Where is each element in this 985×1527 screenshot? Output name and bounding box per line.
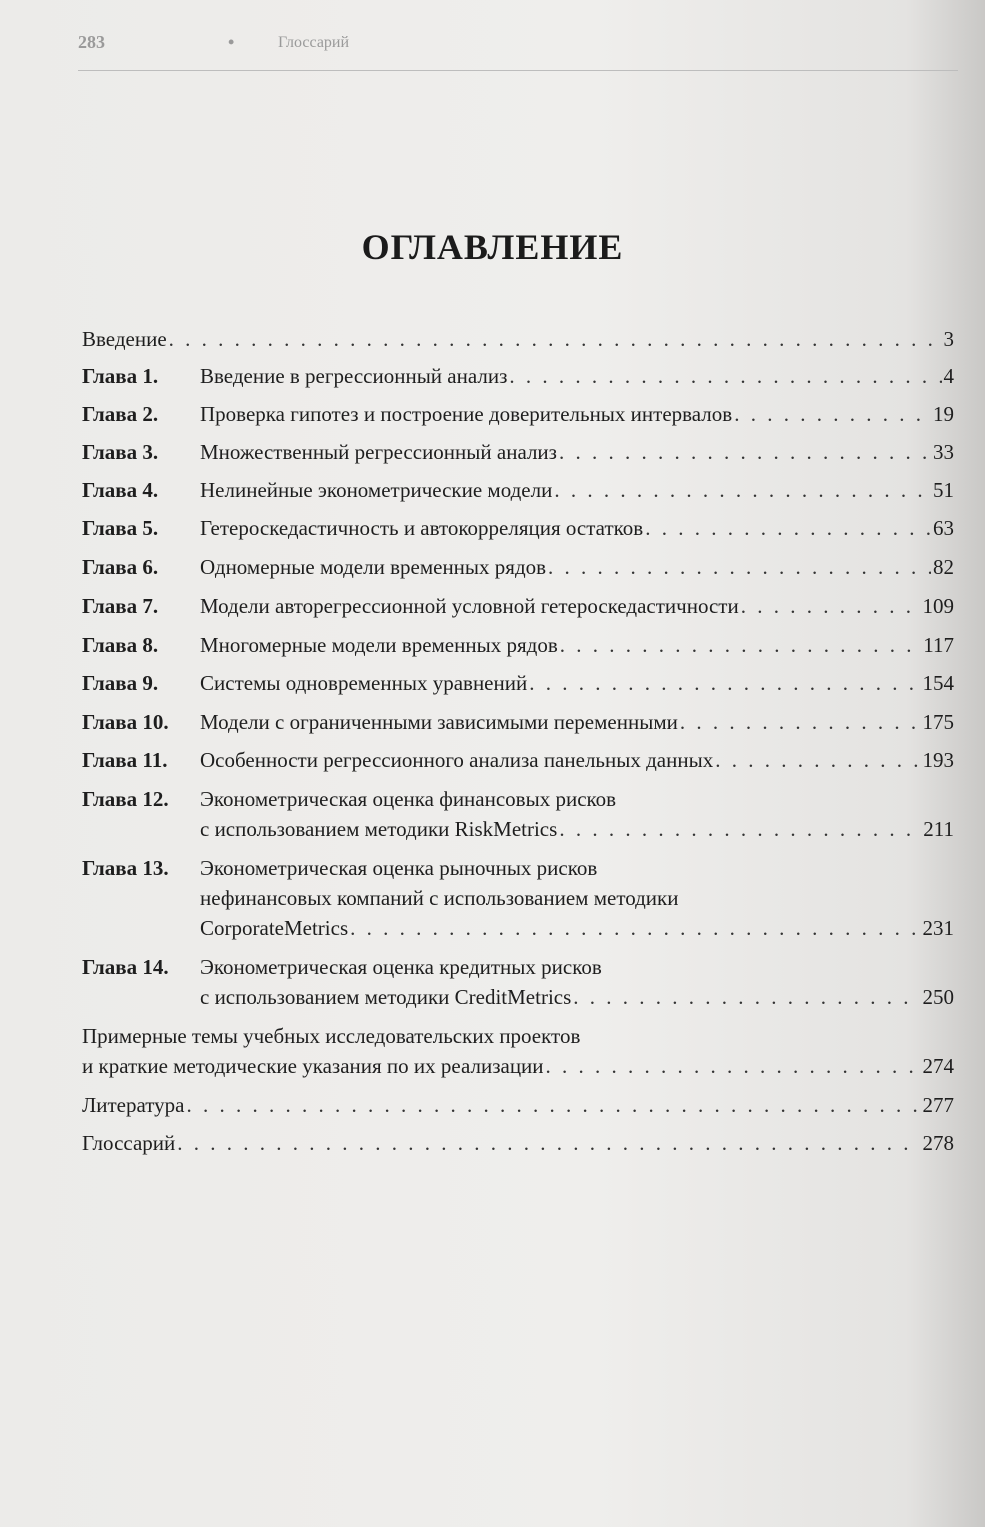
toc-dot-leader xyxy=(548,552,931,582)
toc-entry[interactable] xyxy=(82,361,954,391)
toc-title-line: Введение xyxy=(82,327,167,351)
toc-title-line: Гетероскедастичность и автокорреляция остатков xyxy=(200,516,644,540)
toc-dot-leader xyxy=(560,630,922,660)
running-head-label: Глоссарий xyxy=(278,34,350,51)
toc-page-number: 4 xyxy=(943,364,954,388)
toc-chapter-number: Глава 8. xyxy=(82,633,159,657)
toc-entry[interactable] xyxy=(82,1021,954,1081)
toc-title-line: Примерные темы учебных исследовательских проектов xyxy=(82,1024,581,1048)
toc-entry[interactable] xyxy=(82,745,954,775)
toc-title-line: Глоссарий xyxy=(82,1131,176,1155)
toc-title-line: CorporateMetrics xyxy=(200,916,349,940)
running-head xyxy=(78,30,958,58)
toc-page-number: 109 xyxy=(922,594,954,618)
toc-dot-leader xyxy=(559,437,931,467)
toc-title-line: Модели с ограниченными зависимыми переменными xyxy=(200,710,678,734)
toc-page-number: 193 xyxy=(922,748,954,772)
toc-title-line: с использованием методики RiskMetrics xyxy=(200,817,558,841)
toc-chapter-number: Глава 9. xyxy=(82,671,159,695)
toc-chapter-number: Глава 12. xyxy=(82,787,169,811)
toc-title-line: Модели авторегрессионной условной гетероскедастичности xyxy=(200,594,739,618)
toc-page-number: 278 xyxy=(922,1131,954,1155)
toc-page-number: 231 xyxy=(922,916,954,940)
toc-entry[interactable] xyxy=(82,324,954,354)
toc-dot-leader xyxy=(715,745,920,775)
toc-dot-leader xyxy=(529,668,920,698)
toc-chapter-number: Глава 10. xyxy=(82,710,169,734)
toc-entry[interactable] xyxy=(82,630,954,660)
toc-dot-leader xyxy=(350,913,920,943)
toc-title-line: Нелинейные эконометрические модели xyxy=(200,478,553,502)
toc-entry[interactable] xyxy=(82,1090,954,1120)
toc-chapter-number: Глава 13. xyxy=(82,856,169,880)
toc-entry[interactable] xyxy=(82,707,954,737)
toc-title-line: Одномерные модели временных рядов xyxy=(200,555,547,579)
toc-chapter-number: Глава 14. xyxy=(82,955,169,979)
page-title: ОГЛАВЛЕНИЕ xyxy=(361,227,624,267)
toc-dot-leader xyxy=(559,814,921,844)
toc-dot-leader xyxy=(546,1051,921,1081)
toc-title-line: нефинансовых компаний с использованием методики xyxy=(200,886,679,910)
toc-dot-leader xyxy=(186,1090,920,1120)
toc-chapter-number: Глава 1. xyxy=(82,364,159,388)
toc-chapter-number: Глава 2. xyxy=(82,402,159,426)
running-page-number: 283 xyxy=(78,32,105,52)
toc-dot-leader xyxy=(554,475,931,505)
toc-entry[interactable] xyxy=(82,853,954,943)
toc-entry[interactable] xyxy=(82,513,954,543)
toc-title-line: Множественный регрессионный анализ xyxy=(200,440,557,464)
toc-entry[interactable] xyxy=(82,1128,954,1158)
toc-dot-leader xyxy=(680,707,921,737)
toc-page-number: 117 xyxy=(923,633,954,657)
running-head-rule xyxy=(78,70,958,71)
toc-entry[interactable] xyxy=(82,668,954,698)
toc-chapter-number: Глава 11. xyxy=(82,748,168,772)
toc-page-number: 33 xyxy=(933,440,954,464)
toc-title-line: Литература xyxy=(82,1093,185,1117)
toc-dot-leader xyxy=(741,591,921,621)
toc-page-number: 19 xyxy=(933,402,954,426)
toc-page-number: 175 xyxy=(922,710,954,734)
toc-title-line: Эконометрическая оценка рыночных рисков xyxy=(200,856,598,880)
toc-entry[interactable] xyxy=(82,591,954,621)
toc-entry[interactable] xyxy=(82,952,954,1012)
toc-page-number: 211 xyxy=(923,817,954,841)
toc-title-line: и краткие методические указания по их реализации xyxy=(82,1054,544,1078)
running-head-bullet: • xyxy=(228,32,235,52)
toc-entry[interactable] xyxy=(82,475,954,505)
toc-chapter-number: Глава 4. xyxy=(82,478,159,502)
toc-page-number: 63 xyxy=(933,516,954,540)
table-of-contents xyxy=(82,316,954,1158)
toc-dot-leader xyxy=(645,513,931,543)
toc-page-number: 277 xyxy=(922,1093,954,1117)
toc-dot-leader xyxy=(169,324,942,354)
toc-page-number: 82 xyxy=(933,555,954,579)
toc-title-line: Эконометрическая оценка финансовых рисков xyxy=(200,787,617,811)
toc-page-number: 154 xyxy=(922,671,954,695)
toc-dot-leader xyxy=(509,361,941,391)
toc-dot-leader xyxy=(734,399,931,429)
toc-chapter-number: Глава 6. xyxy=(82,555,159,579)
toc-entry[interactable] xyxy=(82,437,954,467)
toc-entry[interactable] xyxy=(82,784,954,844)
toc-title-line: Введение в регрессионный анализ xyxy=(200,364,508,388)
toc-dot-leader xyxy=(573,982,920,1012)
toc-title-line: Многомерные модели временных рядов xyxy=(200,633,558,657)
toc-chapter-number: Глава 5. xyxy=(82,516,159,540)
toc-title-line: Системы одновременных уравнений xyxy=(200,671,528,695)
toc-chapter-number: Глава 3. xyxy=(82,440,159,464)
toc-entry[interactable] xyxy=(82,399,954,429)
toc-title-line: Проверка гипотез и построение доверительных интервалов xyxy=(200,402,733,426)
toc-page-number: 274 xyxy=(922,1054,954,1078)
toc-title-line: Особенности регрессионного анализа панельных данных xyxy=(200,748,714,772)
toc-page-number: 51 xyxy=(933,478,954,502)
toc-page-number: 250 xyxy=(922,985,954,1009)
toc-title-line: Эконометрическая оценка кредитных рисков xyxy=(200,955,602,979)
toc-chapter-number: Глава 7. xyxy=(82,594,159,618)
toc-dot-leader xyxy=(177,1128,920,1158)
toc-entry[interactable] xyxy=(82,552,954,582)
toc-page-number: 3 xyxy=(943,327,954,351)
toc-title-line: с использованием методики CreditMetrics xyxy=(200,985,572,1009)
